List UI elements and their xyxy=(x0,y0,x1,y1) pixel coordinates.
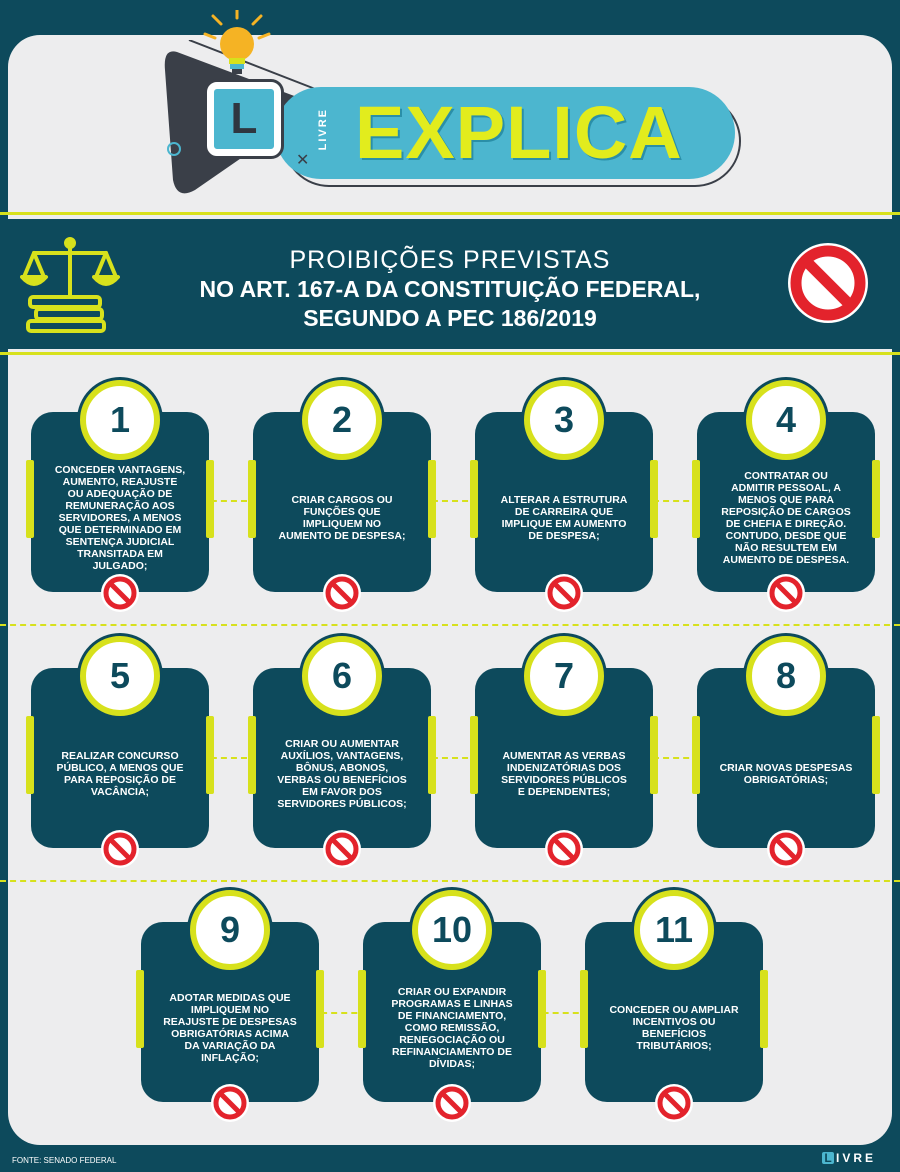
card-tab-left xyxy=(692,460,700,538)
brand-vertical-label: LIVRE xyxy=(317,108,329,151)
footer-brand xyxy=(822,1151,876,1165)
card-number: 9 xyxy=(190,890,270,970)
prohibited-icon xyxy=(322,573,362,618)
card-text: CONCEDER OU AMPLIAR INCENTIVOS OU BENEFÍCIOS TRIBUTÁRIOS; xyxy=(609,1004,739,1052)
card-number: 11 xyxy=(634,890,714,970)
card-number: 5 xyxy=(80,636,160,716)
card-text: CONTRATAR OU ADMITIR PESSOAL, A MENOS QUE PARA REPOSIÇÃO DE CARGOS DE CHEFIA E DIREÇÃO. CONTUDO, DESDE QUE NÃO RESULTEM EM AUMENTO DE DESPESA. xyxy=(721,470,851,566)
card-number: 1 xyxy=(80,380,160,460)
prohibited-icon xyxy=(544,829,584,874)
prohibited-icon xyxy=(544,573,584,618)
banner-title-line-2: NO ART. 167-A DA CONSTITUIÇÃO FEDERAL, xyxy=(199,276,701,302)
banner-title-line-3: SEGUNDO A PEC 186/2019 xyxy=(303,305,597,331)
card-tab-left xyxy=(248,716,256,794)
prohibition-card xyxy=(31,380,209,620)
card-tab-left xyxy=(470,716,478,794)
prohibited-icon xyxy=(100,573,140,618)
prohibited-icon xyxy=(766,829,806,874)
card-tab-left xyxy=(248,460,256,538)
prohibition-card xyxy=(475,636,653,876)
card-tab-right xyxy=(760,970,768,1048)
card-text: CRIAR OU EXPANDIR PROGRAMAS E LINHAS DE FINANCIAMENTO, COMO REMISSÃO, RENEGOCIAÇÃO OU REFINANCIAMENTO DE DÍVIDAS; xyxy=(391,986,513,1070)
prohibition-card xyxy=(697,636,875,876)
prohibited-icon xyxy=(654,1083,694,1128)
prohibition-card xyxy=(475,380,653,620)
prohibition-card xyxy=(253,380,431,620)
circle-decoration xyxy=(167,142,181,156)
prohibited-icon xyxy=(432,1083,472,1128)
card-text: REALIZAR CONCURSO PÚBLICO, A MENOS QUE PARA REPOSIÇÃO DE VACÂNCIA; xyxy=(56,750,184,798)
banner-title-line-1: PROIBIÇÕES PREVISTAS xyxy=(289,246,611,274)
card-text: ADOTAR MEDIDAS QUE IMPLIQUEM NO REAJUSTE DE DESPESAS OBRIGATÓRIAS ACIMA DA VARIAÇÃO DA INFLAÇÃO; xyxy=(163,992,297,1064)
card-tab-right xyxy=(428,716,436,794)
title-banner xyxy=(0,219,900,349)
prohibited-icon xyxy=(766,573,806,618)
explica-logo xyxy=(155,0,755,200)
logo-l-box: L xyxy=(207,82,281,156)
card-tab-right xyxy=(206,460,214,538)
card-number: 8 xyxy=(746,636,826,716)
card-tab-left xyxy=(26,716,34,794)
footer-brand-text: IVRE xyxy=(836,1151,877,1165)
card-text: CRIAR OU AUMENTAR AUXÍLIOS, VANTAGENS, BÔNUS, ABONOS, VERBAS OU BENEFÍCIOS EM FAVOR DOS SERVIDORES PÚBLICOS; xyxy=(277,738,407,810)
card-tab-right xyxy=(650,716,658,794)
card-tab-left xyxy=(26,460,34,538)
card-tab-right xyxy=(206,716,214,794)
card-tab-left xyxy=(692,716,700,794)
card-tab-left xyxy=(580,970,588,1048)
prohibition-card xyxy=(363,890,541,1130)
prohibition-card xyxy=(253,636,431,876)
lightbulb-icon xyxy=(203,10,283,80)
card-text: ALTERAR A ESTRUTURA DE CARREIRA QUE IMPLIQUE EM AUMENTO DE DESPESA; xyxy=(500,494,628,542)
card-number: 6 xyxy=(302,636,382,716)
card-tab-left xyxy=(136,970,144,1048)
card-text: CRIAR NOVAS DESPESAS OBRIGATÓRIAS; xyxy=(719,762,853,786)
card-number: 3 xyxy=(524,380,604,460)
card-number: 2 xyxy=(302,380,382,460)
card-tab-left xyxy=(470,460,478,538)
prohibited-icon xyxy=(322,829,362,874)
divider-line xyxy=(0,212,900,215)
card-number: 7 xyxy=(524,636,604,716)
card-tab-right xyxy=(538,970,546,1048)
card-tab-right xyxy=(316,970,324,1048)
card-text: CONCEDER VANTAGENS, AUMENTO, REAJUSTE OU ADEQUAÇÃO DE REMUNERAÇÃO AOS SERVIDORES, A MENOS QUE DETERMINADO EM SENTENÇA JUDICIAL TRANSITADA EM JULGADO; xyxy=(54,464,186,572)
prohibition-card xyxy=(697,380,875,620)
card-number: 4 xyxy=(746,380,826,460)
prohibition-card xyxy=(585,890,763,1130)
divider-line xyxy=(0,352,900,355)
card-tab-left xyxy=(358,970,366,1048)
x-decoration: ✕ xyxy=(296,152,310,169)
prohibition-card xyxy=(31,636,209,876)
prohibited-icon xyxy=(786,241,870,325)
card-tab-right xyxy=(872,716,880,794)
card-tab-right xyxy=(650,460,658,538)
page-title: EXPLICA xyxy=(355,91,683,174)
card-number: 10 xyxy=(412,890,492,970)
card-text: AUMENTAR AS VERBAS INDENIZATÓRIAS DOS SERVIDORES PÚBLICOS E DEPENDENTES; xyxy=(501,750,627,798)
prohibited-icon xyxy=(100,829,140,874)
card-tab-right xyxy=(872,460,880,538)
row-separator xyxy=(0,880,900,882)
card-text: CRIAR CARGOS OU FUNÇÕES QUE IMPLIQUEM NO AUMENTO DE DESPESA; xyxy=(278,494,406,542)
prohibited-icon xyxy=(210,1083,250,1128)
footer-brand-box: L xyxy=(822,1152,834,1164)
source-note: FONTE: SENADO FEDERAL xyxy=(12,1156,117,1165)
prohibition-card xyxy=(141,890,319,1130)
row-separator xyxy=(0,624,900,626)
card-tab-right xyxy=(428,460,436,538)
